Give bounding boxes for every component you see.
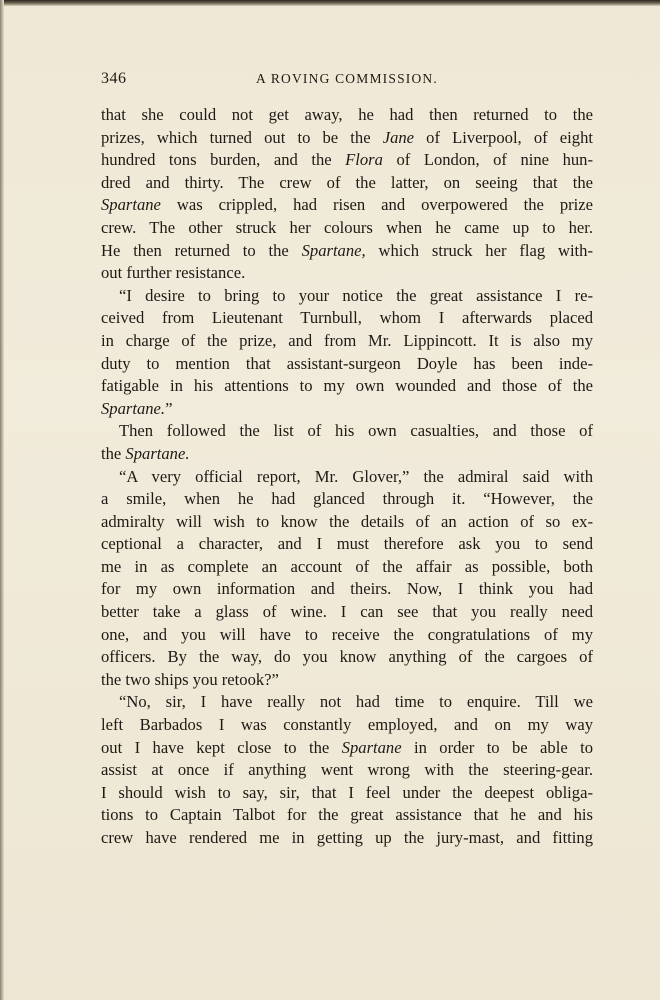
text-line: a smile, when he had glanced through it. “However, the [101,489,593,509]
text-line: for my own information and theirs. Now, I think you had [101,579,593,599]
text-line: I should wish to say, sir, that I feel under the deepest obliga- [101,782,593,802]
body-text [101,104,593,850]
text-line: in charge of the prize, and from Mr. Lippincott. It is also my [101,330,593,350]
text-line: He then returned to the Spartane, which struck her flag with- [101,240,593,260]
text-line: “A very official report, Mr. Glover,” the admiral said with [119,466,593,486]
text-line: assist at once if anything went wrong with the steering-gear. [101,760,593,780]
text-line: one, and you will have to receive the congratulations of my [101,624,593,644]
text-line: fatigable in his attentions to my own wounded and those of the [101,376,593,396]
page-top-edge [0,0,660,6]
text-line: officers. By the way, do you know anything of the cargoes of [101,647,593,667]
text-line: dred and thirty. The crew of the latter, on seeing that the [101,172,593,192]
text-line: Spartane.” [101,398,173,418]
text-line: left Barbados I was constantly employed, and on my way [101,715,593,735]
text-line: me in as complete an account of the affair as possible, both [101,556,593,576]
page-number: 346 [101,70,127,87]
text-line: admiralty will wish to know the details of an action of so ex- [101,511,593,531]
text-line: that she could not get away, he had then returned to the [101,105,593,124]
text-line: crew. The other struck her colours when he came up to her. [101,217,593,237]
page-header [101,70,593,92]
text-line: crew have rendered me in getting up the jury-mast, and fitting [101,828,593,847]
text-line: hundred tons burden, and the Flora of London, of nine hun- [101,150,593,170]
text-line: ceived from Lieutenant Turnbull, whom I afterwards placed [101,308,593,328]
text-line: out I have kept close to the Spartane in order to be able to [101,737,593,757]
text-line: prizes, which turned out to be the Jane of Liverpool, of eight [101,127,593,147]
text-line: duty to mention that assistant-surgeon Doyle has been inde- [101,353,593,373]
text-line: the two ships you retook?” [101,669,279,689]
text-line: “No, sir, I have really not had time to enquire. Till we [119,692,593,712]
text-line: Spartane was crippled, had risen and overpowered the prize [101,195,593,215]
text-line: “I desire to bring to your notice the great assistance I re- [119,285,593,305]
text-line: the Spartane. [101,443,190,463]
text-line: out further resistance. [101,263,246,283]
text-line: better take a glass of wine. I can see that you really need [101,602,593,622]
text-line: ceptional a character, and I must therefore ask you to send [101,534,593,554]
running-head: A ROVING COMMISSION. [256,71,438,86]
text-line: Then followed the list of his own casualties, and those of [119,421,593,441]
page-left-edge [0,0,4,1000]
text-line: tions to Captain Talbot for the great assistance that he and his [101,805,593,825]
